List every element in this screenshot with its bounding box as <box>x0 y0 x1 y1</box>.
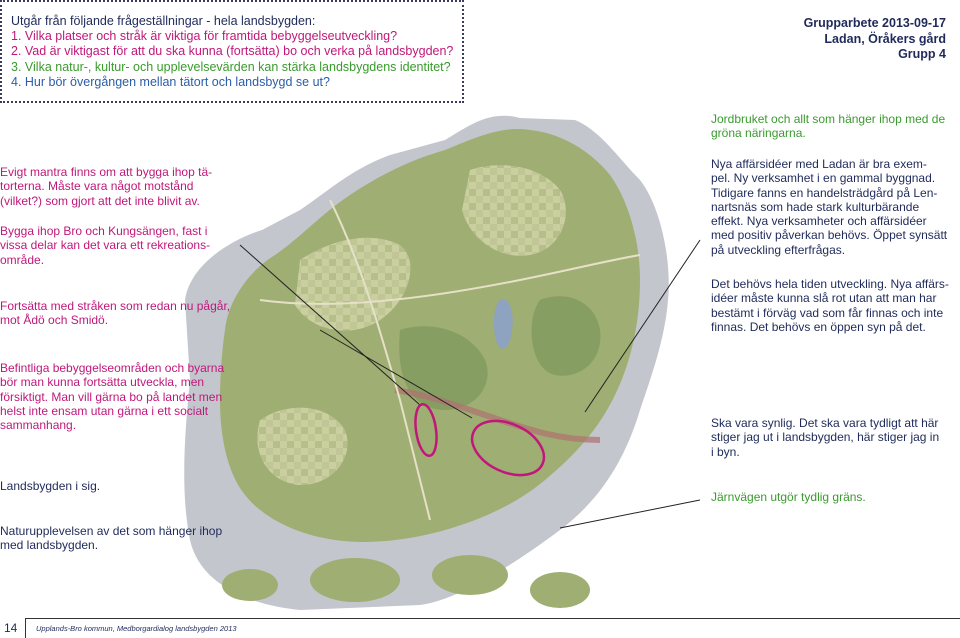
question-item: 2. Vad är viktigast för att du ska kunna (fortsätta) bo och verka på landsbygden? <box>11 44 454 59</box>
map-island-3 <box>530 572 590 608</box>
question-item: 1. Vilka platser och stråk är viktiga för framtida bebyggelseutveckling? <box>11 29 398 43</box>
note-bygga-ihop: Bygga ihop Bro och Kungsängen, fast i vissa delar kan det vara ett rekreations- område. <box>0 224 211 267</box>
note-jordbruket: Jordbruket och allt som hänger ihop med de gröna näringarna. <box>711 112 946 141</box>
note-affarsideer: Nya affärsidéer med Ladan är bra exem- pel. Ny verksamhet i en gammal byggnad. Tidigare fanns en handelsträdgård på Len- nartsnäs som hade stark kulturbärande effekt. Nya verksamheter och affärsidéer med positiv påverkan behövs. Öppet synsätt på utveckling efterfrågas. <box>711 157 948 257</box>
note-utveckling: Det behövs hela tiden utveckling. Nya affärs- idéer måste kunna slå rot utan att man har bestämt i förväg vad som får finnas och inte finnas. Det behövs en öppen syn på det. <box>711 277 949 334</box>
question-item: 3. Vilka natur-, kultur- och upplevelsevärden kan stärka landsbygdens identitet? <box>11 59 451 74</box>
header-location: Ladan, Öråkers gård <box>824 31 946 46</box>
note-naturupplevelsen: Naturupplevelsen av det som hänger ihop med landsbygden. <box>0 524 223 553</box>
note-landsbygden: Landsbygden i sig. <box>0 479 101 493</box>
group-header <box>706 16 946 63</box>
footer-rule <box>25 618 960 619</box>
note-bebyggelse: Befintliga bebyggelseområden och byarna bör man kunna fortsätta utveckla, men försiktigt. Man vill gärna bo på landet men helst inte ensam utan gärna i ett socialt sammanhang. <box>0 361 225 433</box>
map-island-4 <box>222 569 278 601</box>
map-island-1 <box>310 558 400 602</box>
questions-intro: Utgår från följande frågeställningar - hela landsbygden: <box>11 14 316 28</box>
note-jarnvagen: Järnvägen utgör tydlig gräns. <box>711 490 866 504</box>
header-group: Grupp 4 <box>898 47 946 61</box>
note-synlig: Ska vara synlig. Det ska vara tydligt att här stiger jag ut i landsbygden, här stiger jag in i byn. <box>711 416 940 459</box>
header-title: Grupparbete 2013-09-17 <box>803 16 946 30</box>
map-island-2 <box>432 555 508 595</box>
question-item: 4. Hur bör övergången mellan tätort och landsbygd se ut? <box>11 74 330 89</box>
footer-divider <box>25 618 26 638</box>
note-mantra: Evigt mantra finns om att bygga ihop tä- torterna. Måste vara något motstånd (vilket?) som gjort att det inte blivit av. <box>0 165 213 208</box>
page-footer <box>0 614 960 638</box>
page-number: 14 <box>4 621 18 635</box>
note-straken: Fortsätta med stråken som redan nu pågår, mot Ådö och Smidö. <box>0 299 231 328</box>
questions-box <box>0 0 464 103</box>
footer-source: Upplands-Bro kommun, Medborgardialog landsbygden 2013 <box>36 624 237 633</box>
